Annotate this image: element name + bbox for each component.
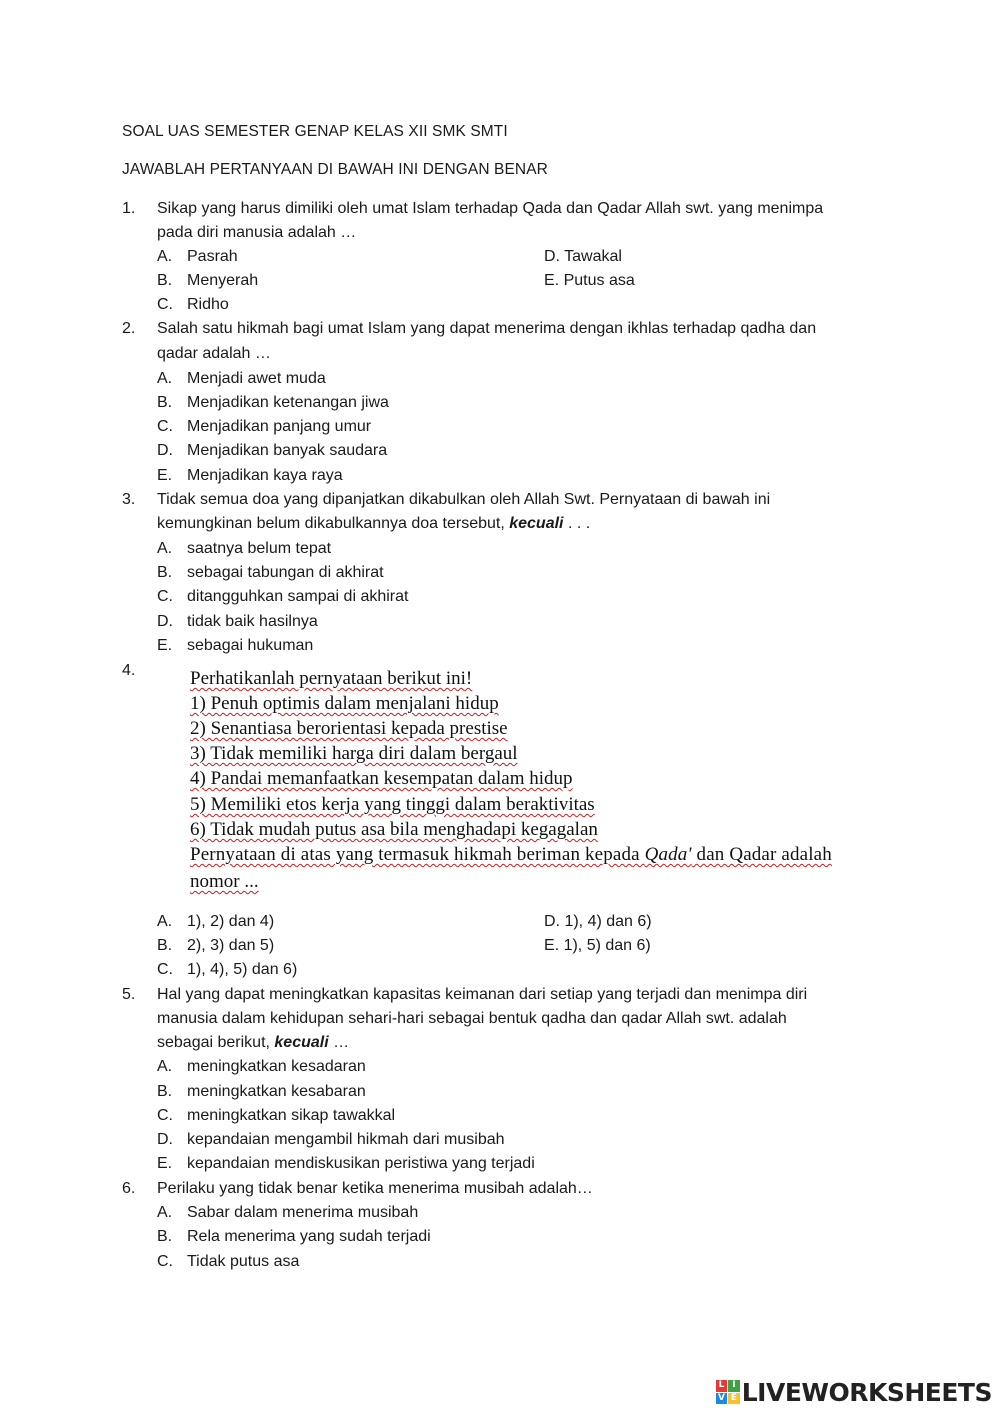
option-letter: C. <box>157 1253 173 1270</box>
emphasis-kecuali: kecuali <box>274 1034 329 1051</box>
option-a[interactable]: saatnya belum tepat <box>187 540 332 557</box>
statement-item: 4) Pandai memanfaatkan kesempatan dalam hidup <box>190 768 573 789</box>
option-letter: A. <box>157 1058 173 1075</box>
option-a[interactable]: meningkatkan kesadaran <box>187 1058 366 1075</box>
question-number: 6. <box>122 1180 136 1197</box>
logo-mark-cell: E <box>728 1393 740 1405</box>
option-d[interactable]: D. 1), 4) dan 6) <box>544 913 652 930</box>
option-letter: C. <box>157 296 173 313</box>
option-c[interactable]: 1), 4), 5) dan 6) <box>187 961 298 978</box>
option-letter: E. <box>157 1155 173 1172</box>
question-number: 2. <box>122 320 136 337</box>
option-b[interactable]: meningkatkan kesabaran <box>187 1083 366 1100</box>
option-letter: A. <box>157 370 173 387</box>
option-letter: A. <box>157 1204 173 1221</box>
option-b[interactable]: Rela menerima yang sudah terjadi <box>187 1228 431 1245</box>
question-text: Sikap yang harus dimiliki oleh umat Islam terhadap Qada dan Qadar Allah swt. yang menimpa <box>157 200 824 217</box>
statement-item: 3) Tidak memiliki harga diri dalam bergaul <box>190 743 518 764</box>
option-letter: A. <box>157 248 173 265</box>
question-number: 5. <box>122 986 136 1003</box>
logo-mark-cell: V <box>716 1393 728 1405</box>
option-a[interactable]: Pasrah <box>187 248 238 265</box>
document-title: SOAL UAS SEMESTER GENAP KELAS XII SMK SMTI <box>122 123 508 140</box>
statement-intro: Perhatikanlah pernyataan berikut ini! <box>190 668 473 689</box>
question-text: Salah satu hikmah bagi umat Islam yang dapat menerima dengan ikhlas terhadap qadha dan <box>157 320 817 337</box>
question-text: qadar adalah … <box>157 345 271 362</box>
question-number: 1. <box>122 200 136 217</box>
question-number: 3. <box>122 491 136 508</box>
option-a[interactable]: Sabar dalam menerima musibah <box>187 1204 419 1221</box>
option-b[interactable]: sebagai tabungan di akhirat <box>187 564 384 581</box>
option-c[interactable]: ditangguhkan sampai di akhirat <box>187 588 409 605</box>
option-b[interactable]: Menyerah <box>187 272 259 289</box>
option-e[interactable]: kepandaian mendiskusikan peristiwa yang terjadi <box>187 1155 535 1172</box>
option-letter: A. <box>157 913 173 930</box>
option-letter: B. <box>157 1083 173 1100</box>
option-letter: C. <box>157 418 173 435</box>
logo-text: LIVEWORKSHEETS <box>741 1377 992 1407</box>
statement-closing: Pernyataan di atas yang termasuk hikmah beriman kepada Qada' dan Qadar adalah <box>190 844 832 865</box>
option-letter: D. <box>157 1131 173 1148</box>
question-text: Perilaku yang tidak benar ketika menerima musibah adalah… <box>157 1180 593 1197</box>
option-d[interactable]: kepandaian mengambil hikmah dari musibah <box>187 1131 505 1148</box>
question-number: 4. <box>122 662 136 679</box>
option-a[interactable]: Menjadi awet muda <box>187 370 326 387</box>
option-e[interactable]: E. 1), 5) dan 6) <box>544 937 651 954</box>
logo-mark-cell: L <box>716 1380 728 1392</box>
option-letter: B. <box>157 394 173 411</box>
option-e[interactable]: E. Putus asa <box>544 272 635 289</box>
question-text: manusia dalam kehidupan sehari-hari sebagai bentuk qadha dan qadar Allah swt. adalah <box>157 1010 787 1027</box>
option-letter: B. <box>157 272 173 289</box>
option-letter: C. <box>157 961 173 978</box>
option-letter: C. <box>157 588 173 605</box>
option-letter: D. <box>157 613 173 630</box>
option-c[interactable]: Tidak putus asa <box>187 1253 300 1270</box>
statement-item: 1) Penuh optimis dalam menjalani hidup <box>190 693 499 714</box>
emphasis-kecuali: kecuali <box>509 515 564 532</box>
option-c[interactable]: Menjadikan panjang umur <box>187 418 372 435</box>
logo-mark-cell: I <box>728 1380 740 1392</box>
option-c[interactable]: Ridho <box>187 296 229 313</box>
option-letter: A. <box>157 540 173 557</box>
option-letter: C. <box>157 1107 173 1124</box>
question-text: pada diri manusia adalah … <box>157 224 357 241</box>
question-text: kemungkinan belum dikabulkannya doa tersebut, kecuali . . . <box>157 515 591 532</box>
option-e[interactable]: Menjadikan kaya raya <box>187 467 343 484</box>
option-c[interactable]: meningkatkan sikap tawakkal <box>187 1107 396 1124</box>
option-b[interactable]: 2), 3) dan 5) <box>187 937 275 954</box>
option-e[interactable]: sebagai hukuman <box>187 637 314 654</box>
option-letter: D. <box>157 442 173 459</box>
question-text: sebagai berikut, kecuali … <box>157 1034 350 1051</box>
statement-item: 2) Senantiasa berorientasi kepada prestise <box>190 718 508 739</box>
option-d[interactable]: tidak baik hasilnya <box>187 613 318 630</box>
statement-item: 5) Memiliki etos kerja yang tinggi dalam beraktivitas <box>190 794 595 815</box>
option-d[interactable]: Menjadikan banyak saudara <box>187 442 388 459</box>
option-d[interactable]: D. Tawakal <box>544 248 622 265</box>
statement-closing: nomor ... <box>190 871 259 892</box>
statement-item: 6) Tidak mudah putus asa bila menghadapi kegagalan <box>190 819 598 840</box>
option-b[interactable]: Menjadikan ketenangan jiwa <box>187 394 389 411</box>
instruction-text: JAWABLAH PERTANYAAN DI BAWAH INI DENGAN BENAR <box>122 161 548 178</box>
option-letter: B. <box>157 1228 173 1245</box>
option-a[interactable]: 1), 2) dan 4) <box>187 913 275 930</box>
option-letter: B. <box>157 937 173 954</box>
question-text: Hal yang dapat meningkatkan kapasitas keimanan dari setiap yang terjadi dan menimpa diri <box>157 986 808 1003</box>
question-text: Tidak semua doa yang dipanjatkan dikabulkan oleh Allah Swt. Pernyataan di bawah ini <box>157 491 771 508</box>
liveworksheets-logo[interactable] <box>716 1379 992 1405</box>
option-letter: E. <box>157 637 173 654</box>
logo-mark-icon <box>716 1380 740 1404</box>
option-letter: E. <box>157 467 173 484</box>
option-letter: B. <box>157 564 173 581</box>
